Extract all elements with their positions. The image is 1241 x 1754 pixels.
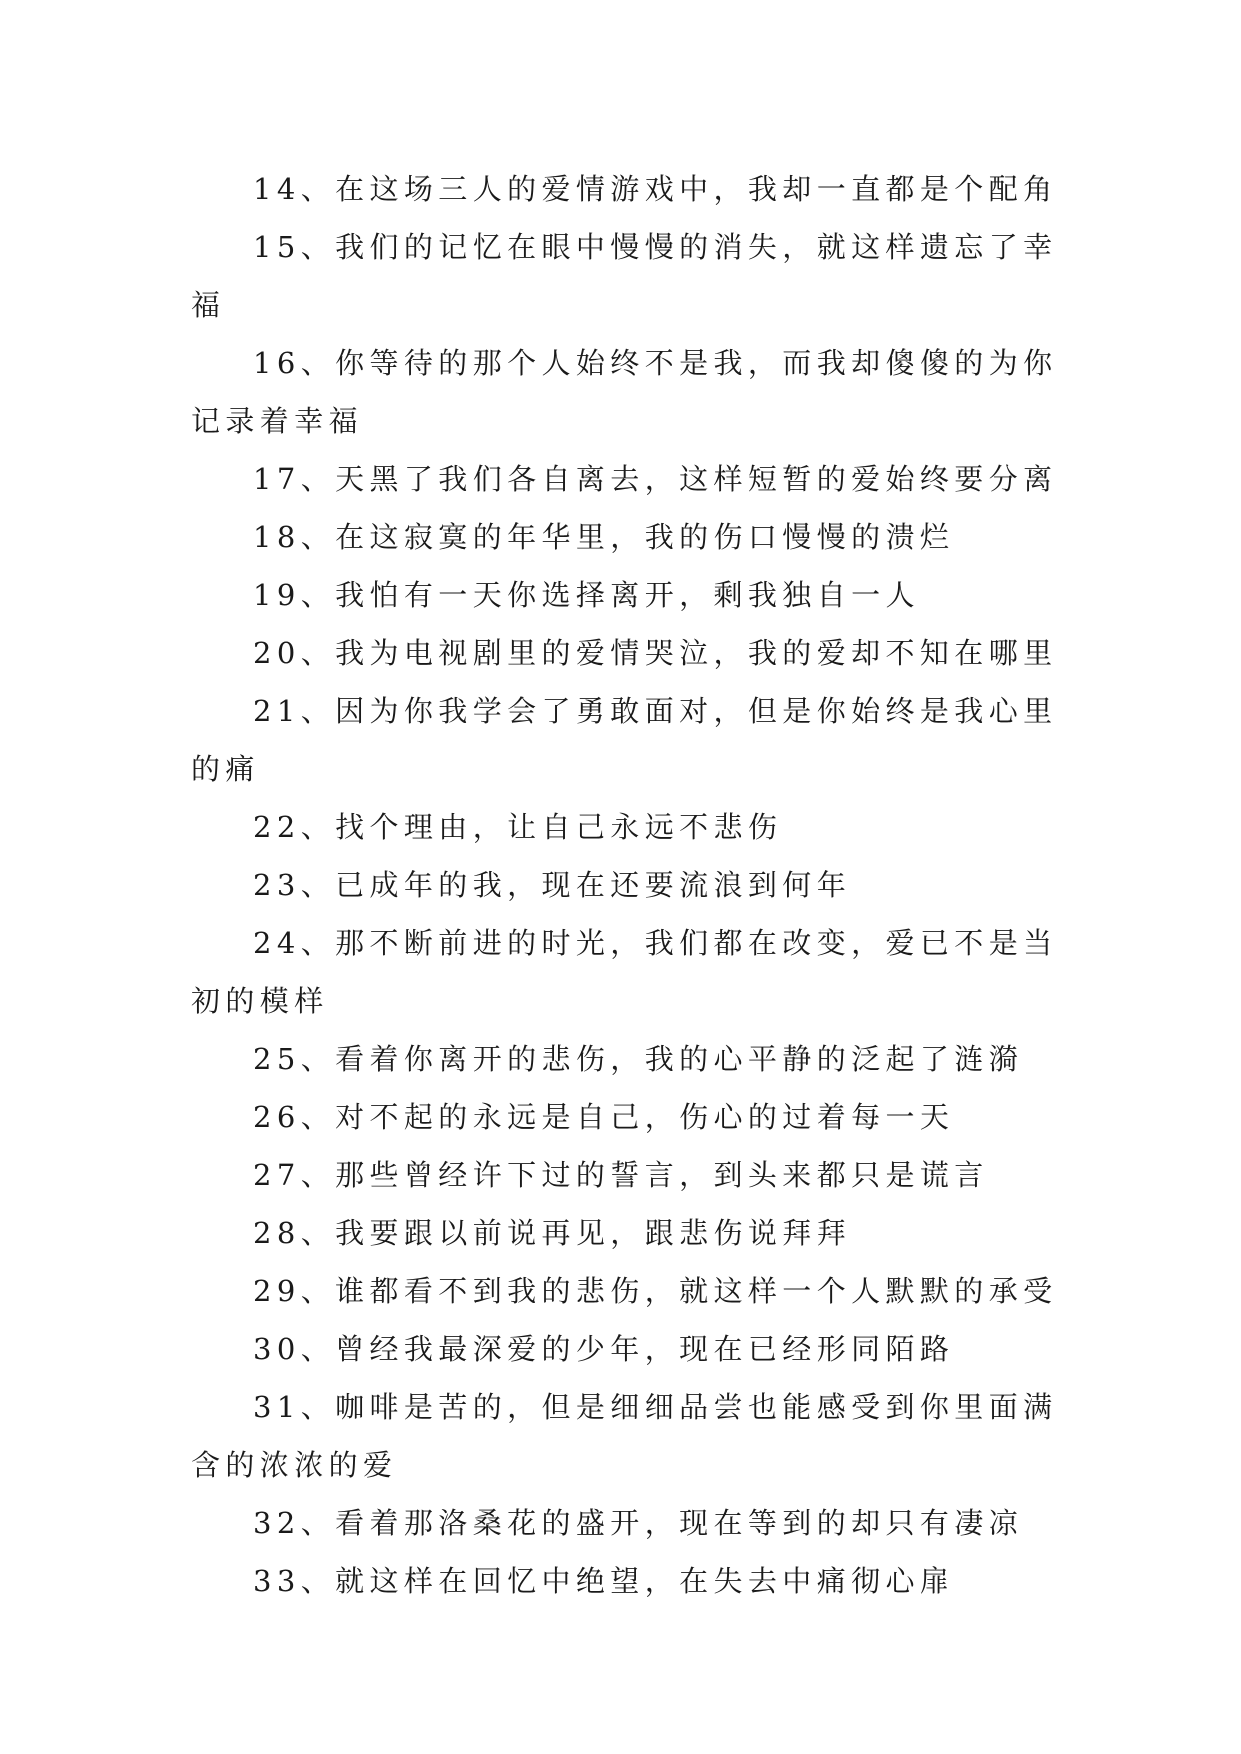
list-item: 18、在这寂寞的年华里，我的伤口慢慢的溃烂: [253, 520, 955, 554]
list-item: 20、我为电视剧里的爱情哭泣，我的爱却不知在哪里: [253, 636, 1058, 670]
list-item: 27、那些曾经许下过的誓言，到头来都只是谎言: [253, 1158, 989, 1192]
list-item: 23、已成年的我，现在还要流浪到何年: [253, 868, 852, 902]
list-item: 31、咖啡是苦的，但是细细品尝也能感受到你里面满含的浓浓的爱: [191, 1390, 1058, 1482]
list-item: 33、就这样在回忆中绝望，在失去中痛彻心扉: [253, 1564, 955, 1598]
list-item: 17、天黑了我们各自离去，这样短暂的爱始终要分离: [253, 462, 1058, 496]
list-item: 28、我要跟以前说再见，跟悲伤说拜拜: [253, 1216, 852, 1250]
list-item: 14、在这场三人的爱情游戏中，我却一直都是个配角: [253, 172, 1058, 206]
list-item: 26、对不起的永远是自己，伤心的过着每一天: [253, 1100, 955, 1134]
list-item: 24、那不断前进的时光，我们都在改变，爱已不是当初的模样: [191, 926, 1058, 1018]
list-item: 29、谁都看不到我的悲伤，就这样一个人默默的承受: [253, 1274, 1058, 1308]
list-item: 16、你等待的那个人始终不是我，而我却傻傻的为你记录着幸福: [191, 346, 1058, 438]
list-item: 32、看着那洛桑花的盛开，现在等到的却只有凄凉: [253, 1506, 1024, 1540]
list-item: 22、找个理由，让自己永远不悲伤: [253, 810, 783, 844]
list-item: 21、因为你我学会了勇敢面对，但是你始终是我心里的痛: [191, 694, 1058, 786]
list-item: 15、我们的记忆在眼中慢慢的消失，就这样遗忘了幸福: [191, 230, 1058, 322]
document-body: [191, 160, 1071, 1610]
list-item: 19、我怕有一天你选择离开，剩我独自一人: [253, 578, 920, 612]
list-item: 30、曾经我最深爱的少年，现在已经形同陌路: [253, 1332, 955, 1366]
list-item: 25、看着你离开的悲伤，我的心平静的泛起了涟漪: [253, 1042, 1024, 1076]
